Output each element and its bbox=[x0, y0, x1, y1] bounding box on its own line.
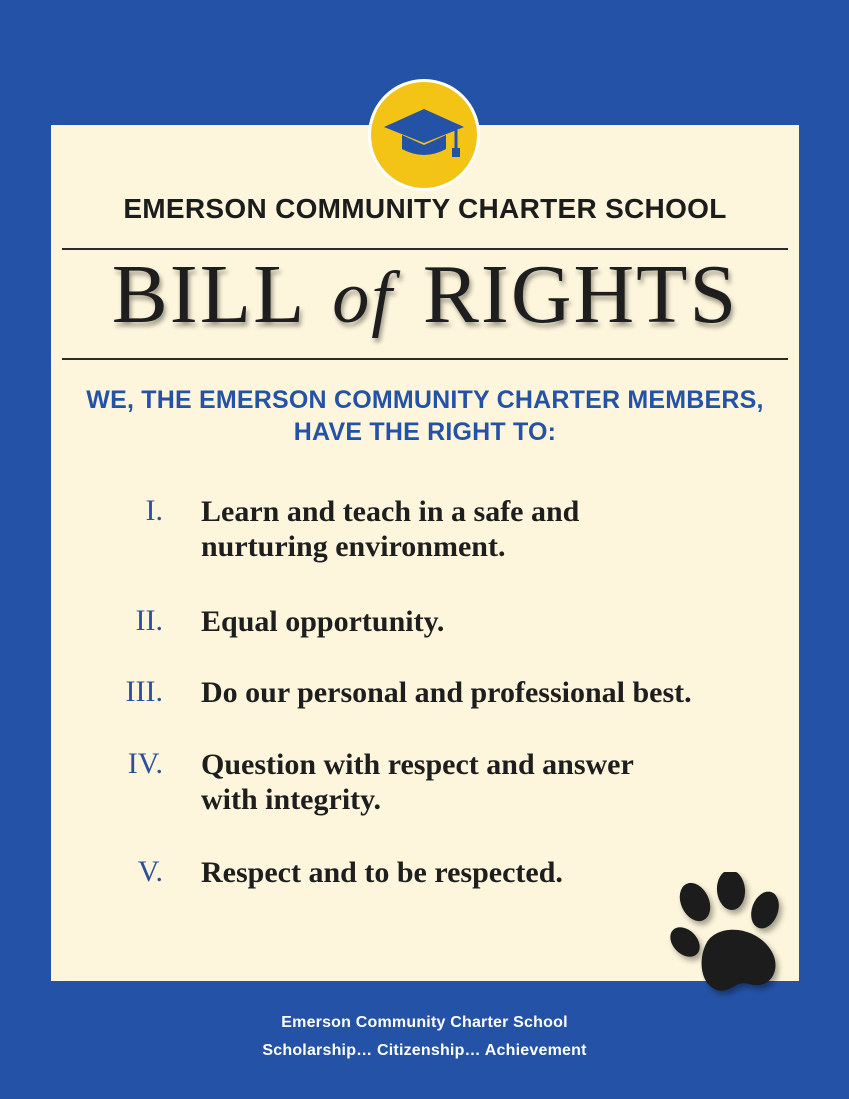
right-text-line: nurturing environment. bbox=[201, 530, 506, 563]
intro-line-1: WE, THE EMERSON COMMUNITY CHARTER MEMBERS, bbox=[86, 386, 764, 414]
right-numeral: V. bbox=[137, 855, 163, 888]
right-text-line: Question with respect and answer bbox=[201, 748, 634, 781]
title-rights: RIGHTS bbox=[422, 248, 739, 341]
right-numeral: II. bbox=[135, 604, 163, 637]
right-numeral: I. bbox=[145, 494, 163, 527]
right-text-line: Respect and to be respected. bbox=[201, 856, 563, 889]
emblem-badge bbox=[368, 79, 480, 191]
title-of: of bbox=[332, 257, 394, 339]
footer-motto: Scholarship… Citizenship… Achievement bbox=[262, 1042, 587, 1059]
bottom-divider bbox=[62, 358, 788, 360]
right-text bbox=[201, 747, 771, 817]
paw-print-icon bbox=[665, 872, 795, 1000]
right-text-line: Equal opportunity. bbox=[201, 605, 445, 638]
intro-line-2: HAVE THE RIGHT TO: bbox=[293, 418, 557, 446]
intro-statement bbox=[51, 384, 799, 448]
right-text-line: Do our personal and professional best. bbox=[201, 676, 692, 709]
school-name-heading: EMERSON COMMUNITY CHARTER SCHOOL bbox=[123, 193, 727, 224]
right-numeral: III. bbox=[125, 675, 163, 708]
title-bill: BILL bbox=[111, 248, 304, 341]
right-text bbox=[201, 604, 771, 639]
footer-school-name: Emerson Community Charter School bbox=[281, 1014, 568, 1031]
right-text-line: with integrity. bbox=[201, 783, 381, 816]
right-text-line: Learn and teach in a safe and bbox=[201, 495, 580, 528]
graduation-cap-icon bbox=[382, 105, 466, 165]
right-text bbox=[201, 675, 771, 710]
right-text bbox=[201, 494, 771, 564]
right-numeral: IV. bbox=[127, 747, 163, 780]
page-title bbox=[51, 246, 799, 343]
